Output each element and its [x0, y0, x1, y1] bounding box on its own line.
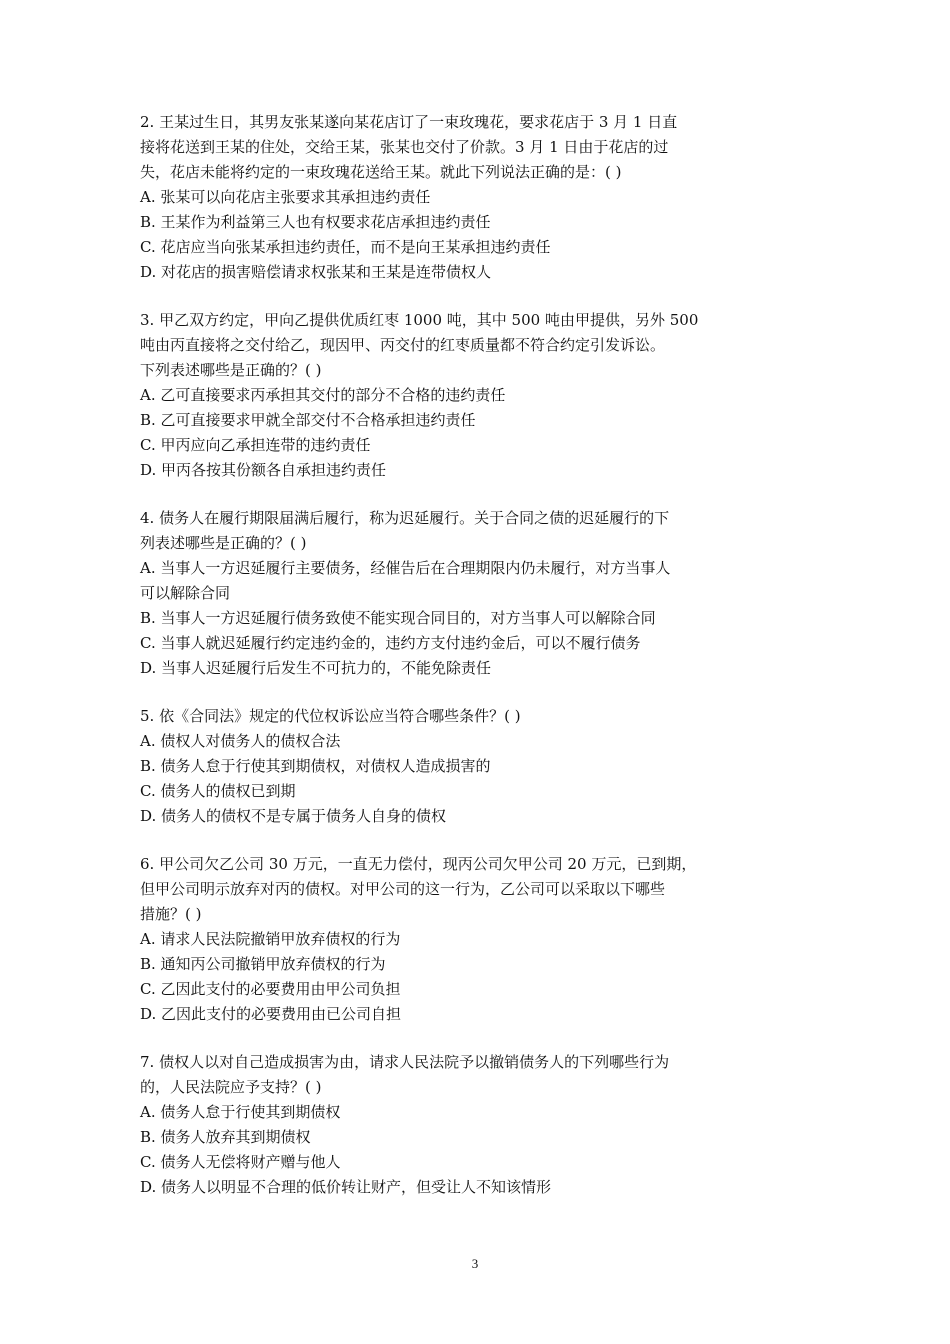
question-3	[140, 308, 816, 483]
question-list	[140, 110, 816, 1223]
question-2-option-d: D. 对花店的损害赔偿请求权张某和王某是连带债权人	[140, 263, 492, 281]
question-6	[140, 852, 816, 1027]
question-2-line-2: 接将花送到王某的住处，交给王某，张某也交付了价款。3 月 1 日由于花店的过	[140, 138, 669, 156]
question-2-line-1: 2. 王某过生日，其男友张某遂向某花店订了一束玫瑰花，要求花店于 3 月 1 日直	[140, 113, 678, 131]
question-4	[140, 506, 816, 681]
question-5-option-c: C. 债务人的债权已到期	[140, 782, 296, 800]
question-4-option-a: A. 当事人一方迟延履行主要债务，经催告后在合理期限内仍未履行，对方当事人	[140, 559, 671, 577]
question-2-option-a: A. 张某可以向花店主张要求其承担违约责任	[140, 188, 431, 206]
question-3-option-b: B. 乙可直接要求甲就全部交付不合格承担违约责任	[140, 411, 476, 429]
question-6-option-b: B. 通知丙公司撤销甲放弃债权的行为	[140, 955, 386, 973]
question-6-line-1: 6. 甲公司欠乙公司 30 万元，一直无力偿付，现丙公司欠甲公司 20 万元，已到期，	[140, 855, 697, 873]
page-number: 3	[471, 1256, 479, 1271]
question-3-option-d: D. 甲丙各按其份额各自承担违约责任	[140, 461, 387, 479]
question-2-line-3: 失，花店未能将约定的一束玫瑰花送给王某。就此下列说法正确的是：( )	[140, 163, 622, 181]
question-3-option-a: A. 乙可直接要求丙承担其交付的部分不合格的违约责任	[140, 386, 506, 404]
question-6-option-a: A. 请求人民法院撤销甲放弃债权的行为	[140, 930, 401, 948]
question-7-line-1: 7. 债权人以对自己造成损害为由，请求人民法院予以撤销债务人的下列哪些行为	[140, 1053, 670, 1071]
question-6-option-c: C. 乙因此支付的必要费用由甲公司负担	[140, 980, 401, 998]
question-3-option-c: C. 甲丙应向乙承担连带的违约责任	[140, 436, 371, 454]
question-2-option-b: B. 王某作为利益第三人也有权要求花店承担违约责任	[140, 213, 491, 231]
question-7-line-2: 的，人民法院应予支持？( )	[140, 1078, 322, 1096]
question-2	[140, 110, 816, 285]
question-7-option-d: D. 债务人以明显不合理的低价转让财产，但受让人不知该情形	[140, 1178, 552, 1196]
question-5-option-d: D. 债务人的债权不是专属于债务人自身的债权	[140, 807, 447, 825]
question-5-option-a: A. 债权人对债务人的债权合法	[140, 732, 341, 750]
question-7	[140, 1050, 816, 1200]
question-4-line-2: 列表述哪些是正确的？( )	[140, 534, 307, 552]
question-3-line-1: 3. 甲乙双方约定，甲向乙提供优质红枣 1000 吨，其中 500 吨由甲提供，另外 500	[140, 311, 699, 329]
question-6-line-2: 但甲公司明示放弃对丙的债权。对甲公司的这一行为，乙公司可以采取以下哪些	[140, 880, 666, 898]
question-3-line-3: 下列表述哪些是正确的？( )	[140, 361, 322, 379]
question-7-option-c: C. 债务人无偿将财产赠与他人	[140, 1153, 341, 1171]
question-6-line-3: 措施？( )	[140, 905, 202, 923]
question-4-line-1: 4. 债务人在履行期限届满后履行，称为迟延履行。关于合同之债的迟延履行的下	[140, 509, 670, 527]
question-4-option-d: D. 当事人迟延履行后发生不可抗力的，不能免除责任	[140, 659, 492, 677]
question-4-option-a-cont: 可以解除合同	[140, 584, 231, 602]
question-5-option-b: B. 债务人怠于行使其到期债权，对债权人造成损害的	[140, 757, 491, 775]
question-7-option-b: B. 债务人放弃其到期债权	[140, 1128, 311, 1146]
question-4-option-b: B. 当事人一方迟延履行债务致使不能实现合同目的，对方当事人可以解除合同	[140, 609, 656, 627]
question-4-option-c: C. 当事人就迟延履行约定违约金的，违约方支付违约金后，可以不履行债务	[140, 634, 641, 652]
question-7-option-a: A. 债务人怠于行使其到期债权	[140, 1103, 341, 1121]
question-2-option-c: C. 花店应当向张某承担违约责任，而不是向王某承担违约责任	[140, 238, 551, 256]
question-5	[140, 704, 816, 829]
question-6-option-d: D. 乙因此支付的必要费用由已公司自担	[140, 1005, 402, 1023]
question-3-line-2: 吨由丙直接将之交付给乙，现因甲、丙交付的红枣质量都不符合约定引发诉讼。	[140, 336, 666, 354]
question-5-line-1: 5. 依《合同法》规定的代位权诉讼应当符合哪些条件？( )	[140, 707, 521, 725]
